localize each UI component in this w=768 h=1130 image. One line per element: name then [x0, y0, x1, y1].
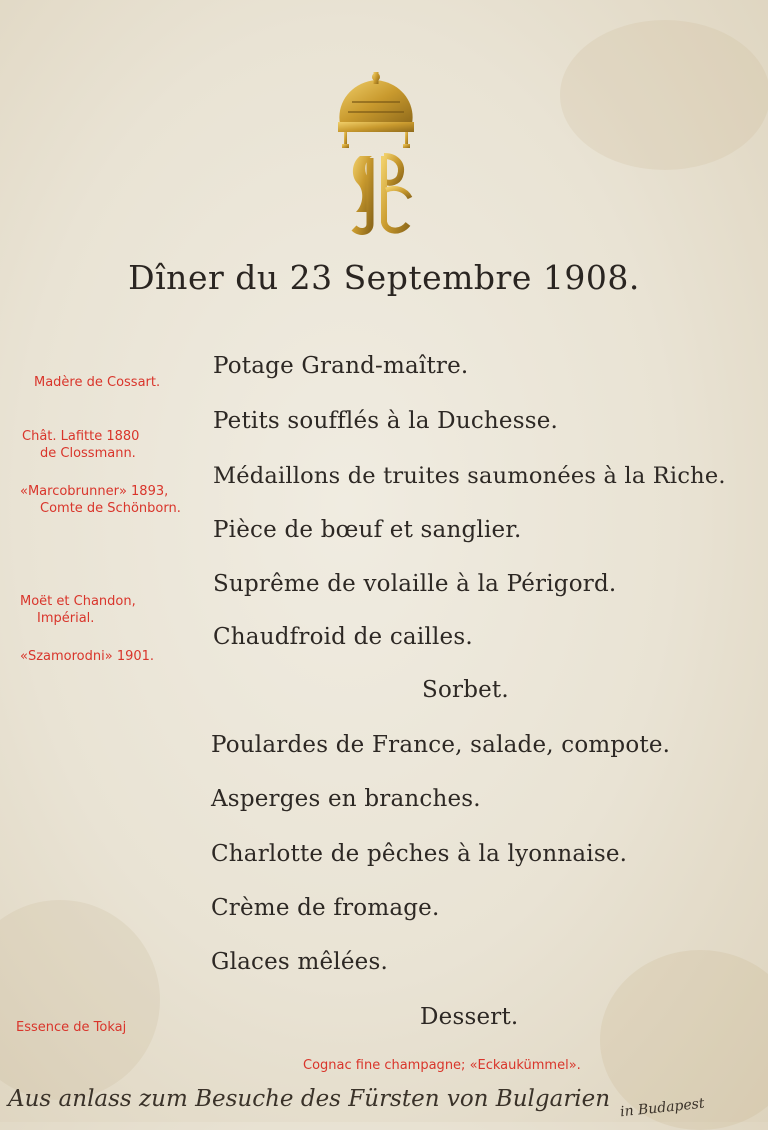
wine-item: Essence de Tokaj [16, 1020, 127, 1035]
handwritten-inscription-location: in Budapest [619, 1095, 706, 1121]
dish-item: Suprême de volaille à la Périgord. [213, 571, 617, 597]
dish-item: Médaillons de truites saumonées à la Riche. [213, 463, 726, 489]
dish-item: Charlotte de pêches à la lyonnaise. [211, 841, 628, 867]
wine-item: «Marcobrunner» 1893, [20, 484, 169, 499]
paper-stain [0, 900, 160, 1100]
crown-monogram-icon [330, 72, 422, 242]
dish-item: Dessert. [420, 1004, 519, 1030]
dish-item: Chaudfroid de cailles. [213, 624, 473, 650]
wine-item: de Clossmann. [40, 446, 136, 461]
digestif: Cognac fine champagne; «Eckaukümmel». [303, 1058, 581, 1073]
wine-item: Chât. Lafitte 1880 [22, 429, 140, 444]
wine-item: «Szamorodni» 1901. [20, 649, 155, 664]
wine-item: Impérial. [37, 611, 95, 626]
wine-item: Madère de Cossart. [34, 375, 161, 390]
dish-item: Sorbet. [422, 677, 509, 703]
handwritten-inscription: Aus anlass zum Besuche des Fürsten von Bulgarien [8, 1086, 611, 1112]
dish-item: Crème de fromage. [211, 895, 440, 921]
wine-item: Moët et Chandon, [20, 594, 136, 609]
dish-item: Pièce de bœuf et sanglier. [213, 517, 522, 543]
dish-item: Poulardes de France, salade, compote. [211, 732, 671, 758]
dish-item: Glaces mêlées. [211, 949, 388, 975]
dish-item: Potage Grand-maître. [213, 353, 469, 379]
wine-item: Comte de Schönborn. [40, 501, 181, 516]
dish-item: Petits soufflés à la Duchesse. [213, 408, 559, 434]
menu-title: Dîner du 23 Septembre 1908. [128, 258, 640, 297]
paper-stain [560, 20, 768, 170]
dish-item: Asperges en branches. [211, 786, 481, 812]
